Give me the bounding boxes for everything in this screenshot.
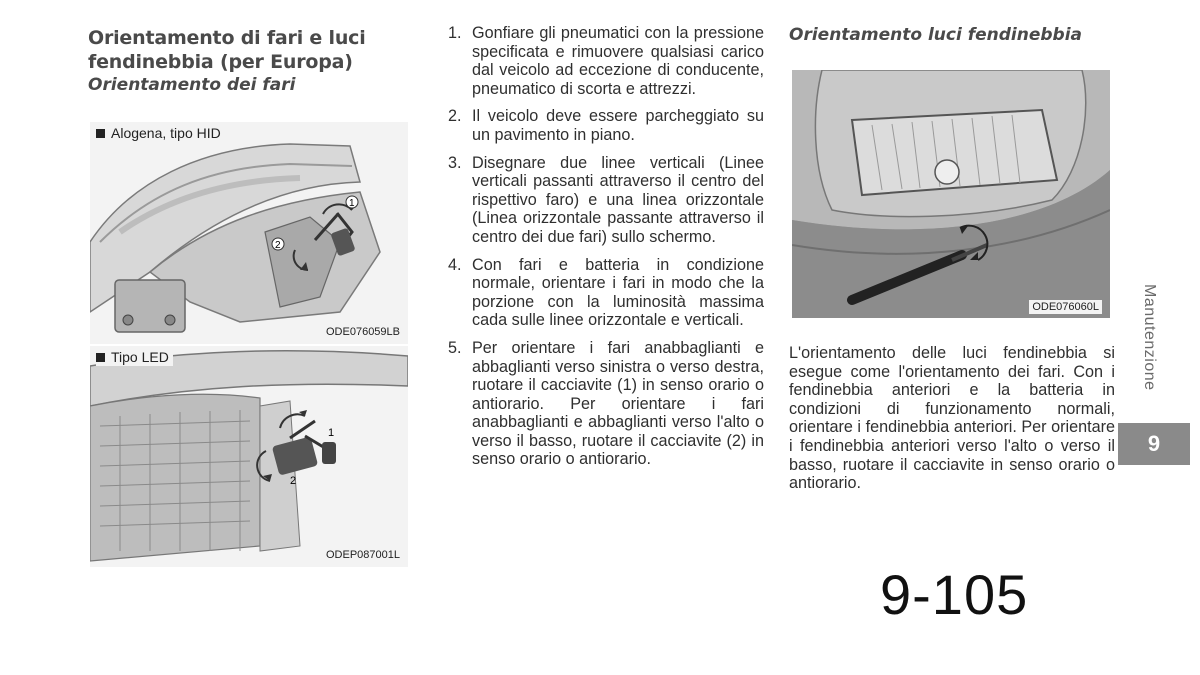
figure-halogen-code: ODE076059LB — [326, 326, 400, 338]
chapter-tab: 9 — [1118, 423, 1190, 465]
section-subtitle: Orientamento dei fari — [88, 75, 296, 95]
step-text: Gonfiare gli pneumatici con la pressione specificata e rimuovere qualsiasi carico dal veicolo ad eccezione di conducente, pneumatico di scorta e attrezzi. — [472, 24, 764, 98]
step-number: 4. — [448, 255, 462, 274]
right-column — [789, 24, 1115, 46]
fog-light-illustration — [792, 70, 1110, 318]
step-text: Con fari e batteria in condizione normale, orientare i fari in modo che la porzione con la luminosità massima cada sulle linee orizzontale e verticali. — [472, 255, 764, 330]
list-item — [448, 339, 764, 469]
fog-description: L'orientamento delle luci fendinebbia si esegue come l'orientamento dei fari. Con i fendinebbia anteriori e la batteria in condizioni di funzionamento normali, orientare i fendinebbia anteriori. Per orientare i fendinebbia anteriori verso l'alto o verso il basso, ruotare il cacciavite in senso orario o antiorario. — [789, 344, 1115, 493]
figure-led-label-text: Tipo LED — [111, 349, 169, 365]
list-item — [448, 154, 764, 247]
step-number: 5. — [448, 338, 462, 357]
figure-fog-code: ODE076060L — [1029, 300, 1102, 314]
middle-column — [448, 24, 764, 478]
figure-led-code: ODEP087001L — [326, 549, 400, 561]
led-headlamp-illustration — [90, 346, 408, 567]
section-title-line2: fendinebbia (per Europa) — [88, 51, 353, 73]
figure-led — [90, 346, 408, 567]
section-title-line1: Orientamento di fari e luci — [88, 27, 366, 49]
fog-section-title: Orientamento luci fendinebbia — [789, 25, 1083, 45]
list-item — [448, 24, 764, 98]
figure-halogen-label-text: Alogena, tipo HID — [111, 125, 221, 141]
left-column — [88, 26, 410, 96]
section-title — [88, 26, 410, 74]
bullet-square-icon — [96, 129, 105, 138]
list-item — [448, 256, 764, 330]
steps-list — [448, 24, 764, 469]
step-text: Disegnare due linee verticali (Linee verticali passanti attraverso il centro del rispettivo faro) e una linea orizzontale (Linea orizzontale passante attraverso il centro dei due fari) sullo schermo. — [472, 153, 764, 246]
step-number: 1. — [448, 24, 462, 42]
step-text: Per orientare i fari anabbaglianti e abbaglianti verso sinistra o verso destra, ruotare il cacciavite (1) in senso orario o antiorario. Per orientare i fari anabbaglianti e abbaglianti verso l'alto o verso il basso, ruotare il cacciavite (2) in senso orario o antiorario. — [472, 338, 764, 469]
led-callout-1: 1 — [328, 427, 335, 439]
figure-halogen-label — [96, 125, 225, 142]
bullet-square-icon — [96, 353, 105, 362]
step-number: 2. — [448, 107, 462, 126]
figure-led-label — [96, 349, 173, 366]
figure-halogen-hid — [90, 122, 408, 344]
chapter-side-label: Manutenzione — [1141, 284, 1158, 391]
step-text: Il veicolo deve essere parcheggiato su un pavimento in piano. — [472, 107, 764, 144]
led-callout-2: 2 — [290, 475, 297, 487]
list-item — [448, 107, 764, 144]
halogen-callout-1: 1 — [349, 198, 355, 209]
step-number: 3. — [448, 153, 462, 172]
headlamp-illustration — [90, 122, 408, 344]
halogen-callout-2: 2 — [275, 240, 281, 251]
page-number: 9-105 — [880, 563, 1029, 626]
figure-fog-light — [792, 70, 1110, 318]
